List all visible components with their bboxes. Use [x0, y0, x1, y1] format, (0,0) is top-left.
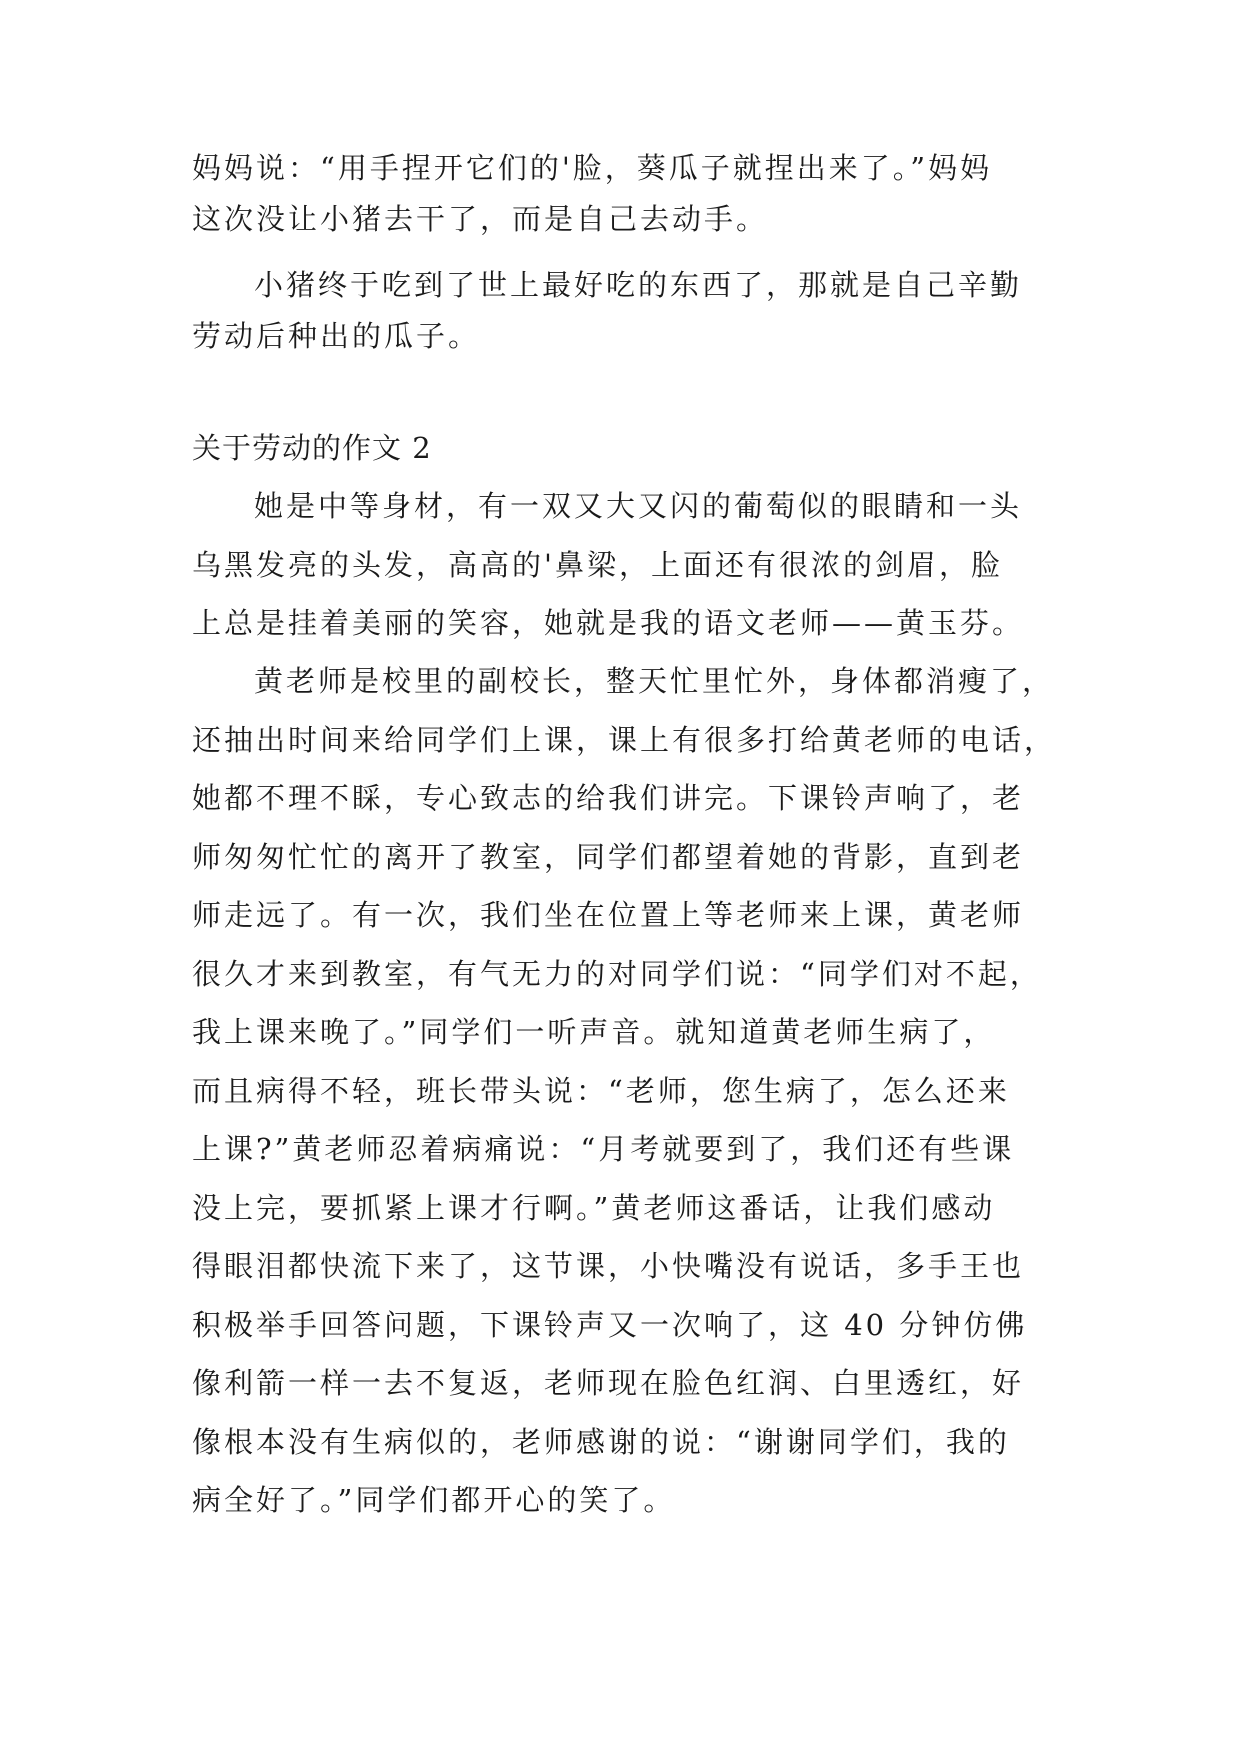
paragraph-line: 得眼泪都快流下来了，这节课，小快嘴没有说话，多手王也 — [192, 1249, 1025, 1283]
paragraph-line: 很久才来到教室，有气无力的对同学们说：“同学们对不起， — [192, 957, 1042, 991]
paragraph-line: 她是中等身材，有一双又大又闪的葡萄似的眼睛和一头 — [254, 489, 1023, 523]
paragraph-line: 还抽出时间来给同学们上课，课上有很多打给黄老师的电话， — [192, 723, 1057, 757]
paragraph-line: 上课?”黄老师忍着病痛说：“月考就要到了，我们还有些课 — [192, 1132, 1015, 1166]
paragraph-line: 小猪终于吃到了世上最好吃的东西了，那就是自己辛勤 — [254, 268, 1023, 302]
paragraph-line: 劳动后种出的瓜子。 — [192, 319, 481, 353]
paragraph-line: 黄老师是校里的副校长，整天忙里忙外，身体都消瘦了， — [254, 664, 1055, 698]
paragraph-line: 像根本没有生病似的，老师感谢的说：“谢谢同学们，我的 — [192, 1425, 1010, 1459]
paragraph-line: 而且病得不轻，班长带头说：“老师，您生病了，怎么还来 — [192, 1074, 1010, 1108]
section-heading: 关于劳动的作文 2 — [192, 431, 432, 465]
paragraph-line: 师走远了。有一次，我们坐在位置上等老师来上课，黄老师 — [192, 898, 1025, 932]
paragraph-line: 上总是挂着美丽的笑容，她就是我的语文老师——黄玉芬。 — [192, 606, 1025, 640]
paragraph-line: 积极举手回答问题，下课铃声又一次响了，这 40 分钟仿佛 — [192, 1308, 1028, 1342]
paragraph-line: 她都不理不睬，专心致志的给我们讲完。下课铃声响了，老 — [192, 781, 1025, 815]
paragraph-line: 像利箭一样一去不复返，老师现在脸色红润、白里透红，好 — [192, 1366, 1025, 1400]
paragraph-line: 我上课来晚了。”同学们一听声音。就知道黄老师生病了， — [192, 1015, 996, 1049]
paragraph-line: 妈妈说：“用手捏开它们的'脸，葵瓜子就捏出来了。”妈妈 — [192, 151, 993, 185]
paragraph-line: 没上完，要抓紧上课才行啊。”黄老师这番话，让我们感动 — [192, 1191, 996, 1225]
paragraph-line: 这次没让小猪去干了，而是自己去动手。 — [192, 202, 769, 236]
paragraph-line: 师匆匆忙忙的离开了教室，同学们都望着她的背影，直到老 — [192, 840, 1025, 874]
paragraph-line: 乌黑发亮的头发，高高的'鼻梁，上面还有很浓的剑眉，脸 — [192, 548, 1003, 582]
paragraph-line: 病全好了。”同学们都开心的笑了。 — [192, 1483, 676, 1517]
